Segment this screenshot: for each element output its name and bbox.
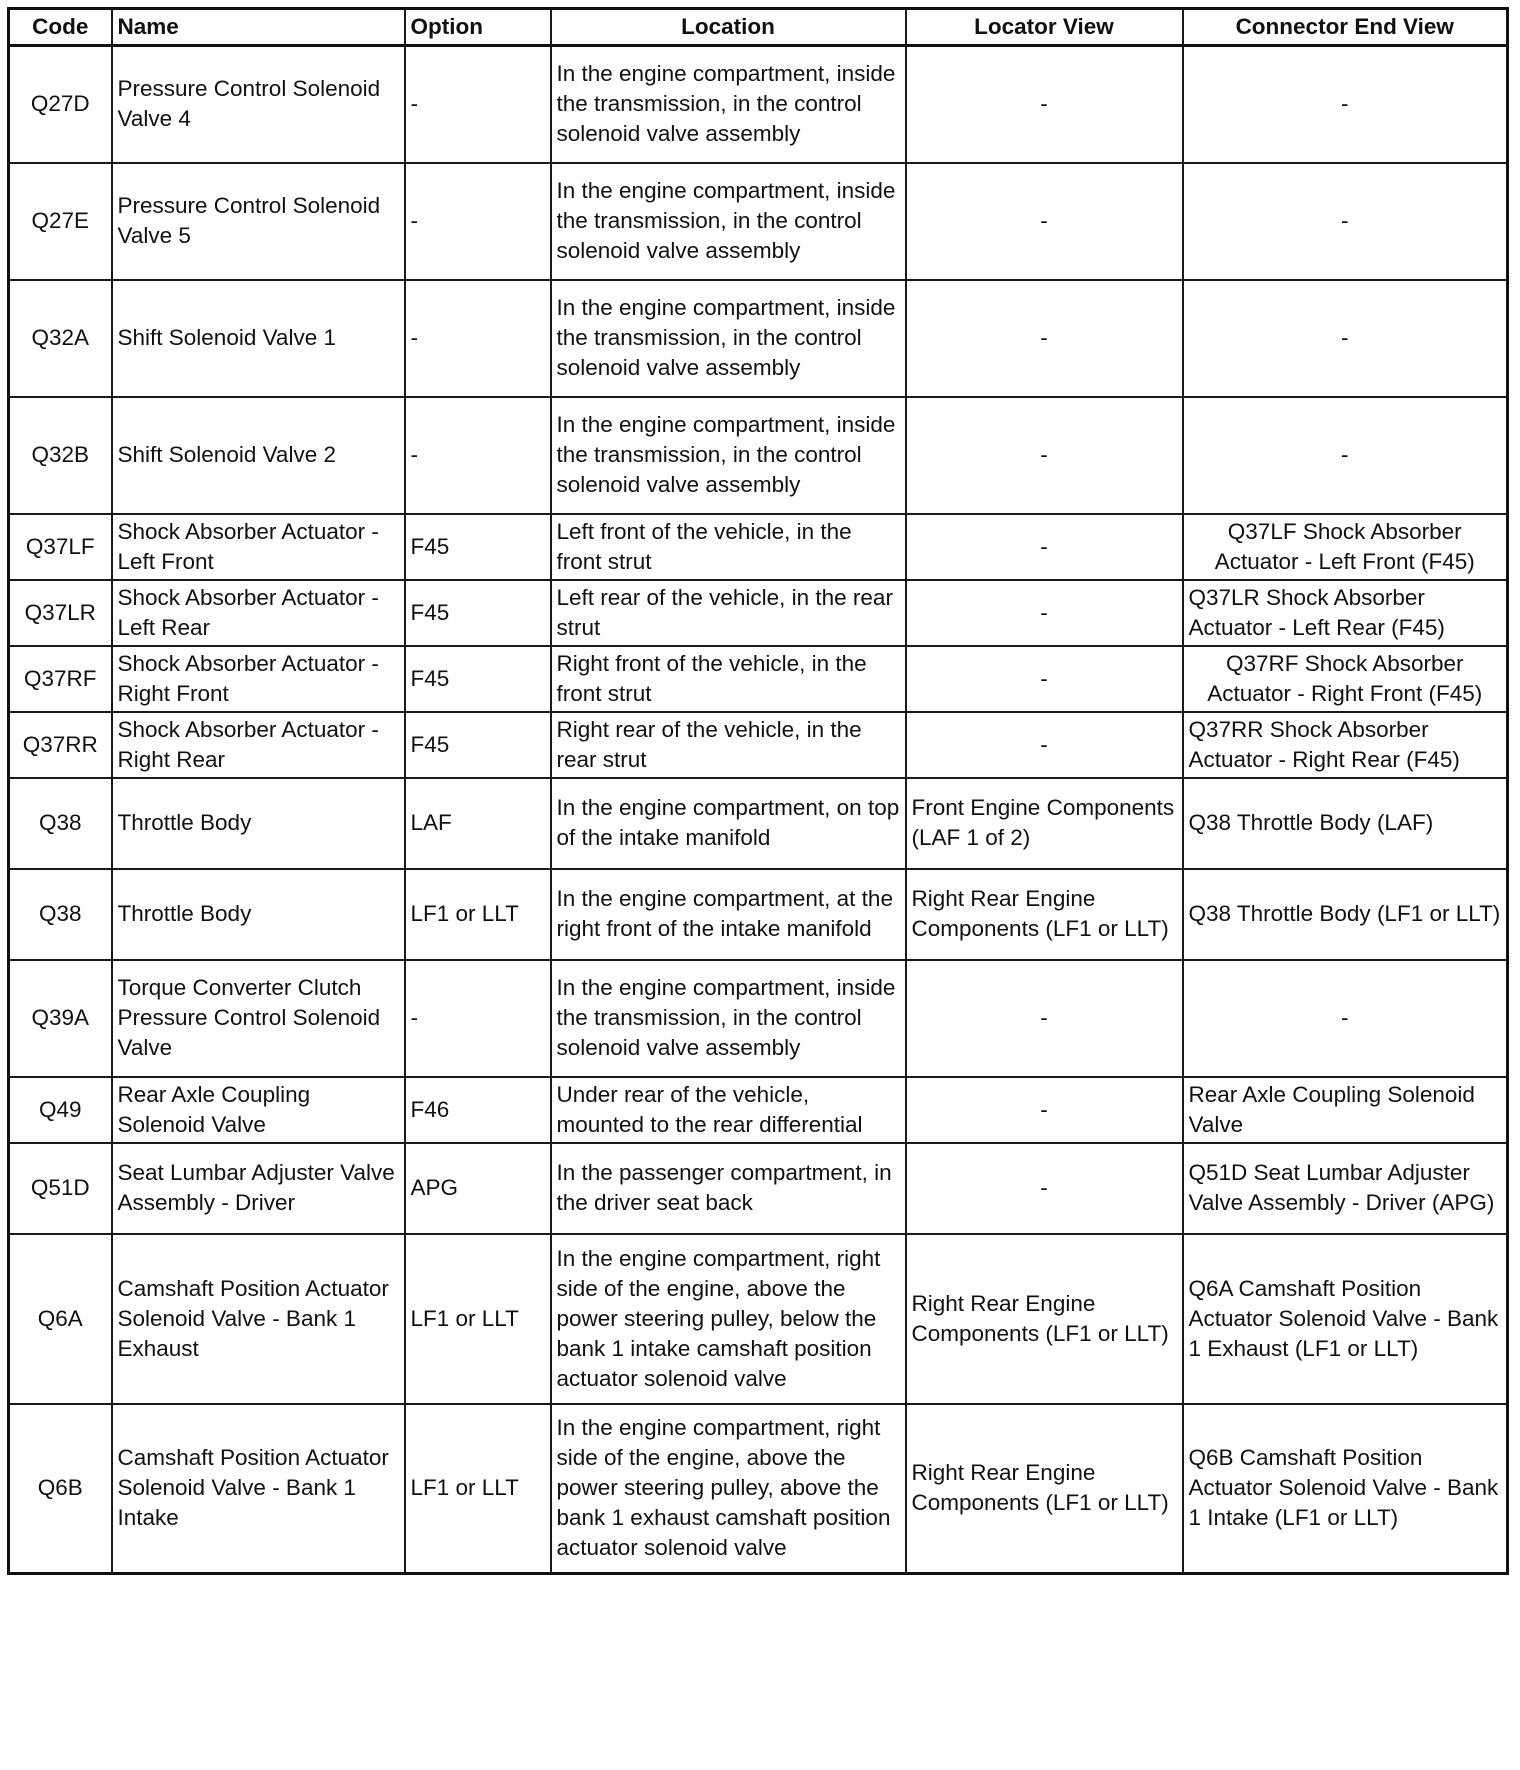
cell-locator-view: - [906, 280, 1183, 397]
cell-option: - [405, 397, 551, 514]
cell-name: Camshaft Position Actuator Solenoid Valve - Bank 1 Exhaust [112, 1234, 405, 1404]
cell-code: Q32A [9, 280, 112, 397]
cell-code: Q27E [9, 163, 112, 280]
cell-code: Q39A [9, 960, 112, 1077]
header-connector-end-view: Connector End View [1183, 9, 1508, 46]
cell-connector-end-view: - [1183, 46, 1508, 163]
cell-code: Q38 [9, 778, 112, 869]
cell-code: Q37LF [9, 514, 112, 580]
component-locator-sheet [7, 7, 1509, 1575]
cell-connector-end-view: Q37LR Shock Absorber Actuator - Left Rear (F45) [1183, 580, 1508, 646]
cell-connector-end-view: Q37RF Shock Absorber Actuator - Right Front (F45) [1183, 646, 1508, 712]
cell-option: - [405, 960, 551, 1077]
header-row [9, 9, 1508, 46]
cell-location: Under rear of the vehicle, mounted to the rear differential [551, 1077, 906, 1143]
cell-locator-view: - [906, 960, 1183, 1077]
cell-option: F45 [405, 712, 551, 778]
cell-code: Q38 [9, 869, 112, 960]
table-row [9, 778, 1508, 869]
cell-option: - [405, 46, 551, 163]
table-row [9, 514, 1508, 580]
cell-name: Seat Lumbar Adjuster Valve Assembly - Driver [112, 1143, 405, 1234]
cell-name: Throttle Body [112, 869, 405, 960]
cell-connector-end-view: Rear Axle Coupling Solenoid Valve [1183, 1077, 1508, 1143]
cell-code: Q32B [9, 397, 112, 514]
header-name: Name [112, 9, 405, 46]
cell-code: Q37RR [9, 712, 112, 778]
cell-option: F46 [405, 1077, 551, 1143]
cell-location: In the engine compartment, right side of the engine, above the power steering pulley, below the bank 1 intake camshaft position actuator solenoid valve [551, 1234, 906, 1404]
cell-locator-view: Front Engine Components (LAF 1 of 2) [906, 778, 1183, 869]
cell-location: In the passenger compartment, in the driver seat back [551, 1143, 906, 1234]
cell-location: Left front of the vehicle, in the front strut [551, 514, 906, 580]
cell-locator-view: - [906, 397, 1183, 514]
cell-option: - [405, 163, 551, 280]
cell-option: APG [405, 1143, 551, 1234]
cell-name: Shock Absorber Actuator - Left Front [112, 514, 405, 580]
cell-location: In the engine compartment, inside the transmission, in the control solenoid valve assembly [551, 960, 906, 1077]
table-row [9, 1404, 1508, 1574]
cell-option: F45 [405, 514, 551, 580]
cell-option: LF1 or LLT [405, 1234, 551, 1404]
cell-locator-view: Right Rear Engine Components (LF1 or LLT) [906, 869, 1183, 960]
table-row [9, 46, 1508, 163]
cell-name: Pressure Control Solenoid Valve 5 [112, 163, 405, 280]
cell-connector-end-view: - [1183, 280, 1508, 397]
cell-locator-view: - [906, 1143, 1183, 1234]
cell-connector-end-view: Q37RR Shock Absorber Actuator - Right Rear (F45) [1183, 712, 1508, 778]
header-option: Option [405, 9, 551, 46]
cell-location: In the engine compartment, inside the transmission, in the control solenoid valve assembly [551, 163, 906, 280]
cell-code: Q51D [9, 1143, 112, 1234]
cell-name: Torque Converter Clutch Pressure Control Solenoid Valve [112, 960, 405, 1077]
cell-connector-end-view: - [1183, 397, 1508, 514]
cell-code: Q6B [9, 1404, 112, 1574]
cell-connector-end-view: Q37LF Shock Absorber Actuator - Left Front (F45) [1183, 514, 1508, 580]
cell-name: Throttle Body [112, 778, 405, 869]
cell-locator-view: Right Rear Engine Components (LF1 or LLT) [906, 1404, 1183, 1574]
cell-name: Shift Solenoid Valve 2 [112, 397, 405, 514]
cell-location: In the engine compartment, at the right front of the intake manifold [551, 869, 906, 960]
cell-locator-view: - [906, 514, 1183, 580]
cell-name: Camshaft Position Actuator Solenoid Valve - Bank 1 Intake [112, 1404, 405, 1574]
table-row [9, 1143, 1508, 1234]
cell-option: F45 [405, 580, 551, 646]
cell-connector-end-view: - [1183, 163, 1508, 280]
table-header [9, 9, 1508, 46]
cell-code: Q37LR [9, 580, 112, 646]
cell-locator-view: - [906, 712, 1183, 778]
table-row [9, 646, 1508, 712]
cell-location: Left rear of the vehicle, in the rear strut [551, 580, 906, 646]
cell-connector-end-view: - [1183, 960, 1508, 1077]
cell-location: Right front of the vehicle, in the front strut [551, 646, 906, 712]
table-row [9, 163, 1508, 280]
cell-option: LAF [405, 778, 551, 869]
cell-locator-view: - [906, 646, 1183, 712]
cell-connector-end-view: Q38 Throttle Body (LAF) [1183, 778, 1508, 869]
cell-location: In the engine compartment, inside the transmission, in the control solenoid valve assembly [551, 46, 906, 163]
cell-name: Shock Absorber Actuator - Right Front [112, 646, 405, 712]
component-table [7, 7, 1509, 1575]
cell-name: Shock Absorber Actuator - Left Rear [112, 580, 405, 646]
cell-option: LF1 or LLT [405, 869, 551, 960]
cell-connector-end-view: Q38 Throttle Body (LF1 or LLT) [1183, 869, 1508, 960]
cell-code: Q49 [9, 1077, 112, 1143]
cell-code: Q6A [9, 1234, 112, 1404]
cell-location: Right rear of the vehicle, in the rear strut [551, 712, 906, 778]
cell-name: Shock Absorber Actuator - Right Rear [112, 712, 405, 778]
cell-location: In the engine compartment, inside the transmission, in the control solenoid valve assembly [551, 280, 906, 397]
cell-locator-view: - [906, 580, 1183, 646]
header-location: Location [551, 9, 906, 46]
cell-option: F45 [405, 646, 551, 712]
cell-name: Pressure Control Solenoid Valve 4 [112, 46, 405, 163]
table-row [9, 397, 1508, 514]
cell-locator-view: Right Rear Engine Components (LF1 or LLT) [906, 1234, 1183, 1404]
header-code: Code [9, 9, 112, 46]
cell-connector-end-view: Q6B Camshaft Position Actuator Solenoid Valve - Bank 1 Intake (LF1 or LLT) [1183, 1404, 1508, 1574]
table-row [9, 960, 1508, 1077]
table-row [9, 712, 1508, 778]
cell-option: LF1 or LLT [405, 1404, 551, 1574]
cell-name: Shift Solenoid Valve 1 [112, 280, 405, 397]
cell-locator-view: - [906, 46, 1183, 163]
cell-connector-end-view: Q51D Seat Lumbar Adjuster Valve Assembly - Driver (APG) [1183, 1143, 1508, 1234]
table-row [9, 580, 1508, 646]
cell-code: Q37RF [9, 646, 112, 712]
cell-location: In the engine compartment, inside the transmission, in the control solenoid valve assembly [551, 397, 906, 514]
cell-connector-end-view: Q6A Camshaft Position Actuator Solenoid Valve - Bank 1 Exhaust (LF1 or LLT) [1183, 1234, 1508, 1404]
table-row [9, 1077, 1508, 1143]
cell-option: - [405, 280, 551, 397]
cell-location: In the engine compartment, right side of the engine, above the power steering pulley, above the bank 1 exhaust camshaft position actuator solenoid valve [551, 1404, 906, 1574]
table-row [9, 280, 1508, 397]
cell-locator-view: - [906, 1077, 1183, 1143]
table-row [9, 1234, 1508, 1404]
cell-code: Q27D [9, 46, 112, 163]
cell-location: In the engine compartment, on top of the intake manifold [551, 778, 906, 869]
table-body [9, 46, 1508, 1574]
cell-locator-view: - [906, 163, 1183, 280]
cell-name: Rear Axle Coupling Solenoid Valve [112, 1077, 405, 1143]
table-row [9, 869, 1508, 960]
header-locator-view: Locator View [906, 9, 1183, 46]
